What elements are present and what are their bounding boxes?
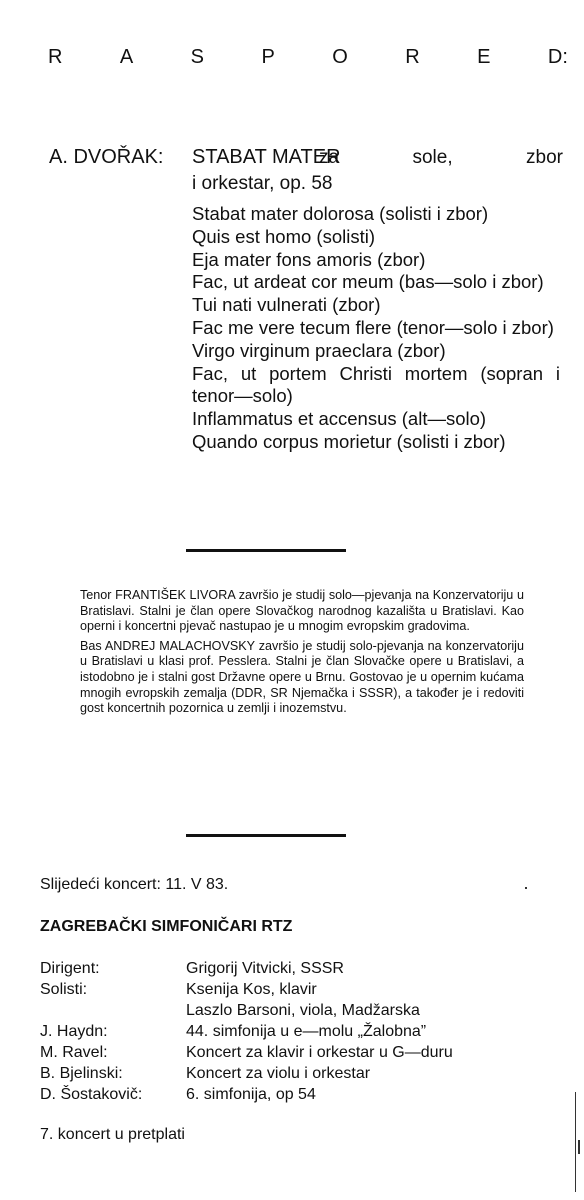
heading-letter: R xyxy=(48,46,63,68)
work-subtitle: za sole, zbor xyxy=(319,147,563,168)
divider xyxy=(186,549,346,552)
roster-row xyxy=(40,958,560,979)
heading-letter: P xyxy=(261,46,275,68)
biography-tenor: Tenor FRANTIŠEK LIVORA završio je studij solo—pjevanja na Konzervatoriju u Bratislavi. Stalni je član opere Slovačkog narodnog kazališta u Bratislavi. Kao operni i koncertni pjevač nastupao je u mnogim evropskim gradovima. xyxy=(80,588,524,634)
movement-item: Virgo virginum praeclara (zbor) xyxy=(192,339,446,361)
roster-role: B. Bjelinski: xyxy=(40,1065,123,1082)
next-concert-roster xyxy=(40,958,560,1105)
scan-mark xyxy=(578,1140,580,1154)
movement-item: Stabat mater dolorosa (solisti i zbor) xyxy=(192,203,489,224)
roster-value: Ksenija Kos, klavir xyxy=(186,981,317,998)
roster-value: Laszlo Barsoni, viola, Madžarska xyxy=(186,1002,420,1019)
roster-role: Dirigent: xyxy=(40,960,100,977)
movement-list xyxy=(192,203,560,454)
roster-row xyxy=(40,1000,560,1021)
movement-item: Fac, ut portem Christi mortem (sopran i tenor—solo) xyxy=(192,362,560,407)
roster-value: Koncert za violu i orkestar xyxy=(186,1065,371,1082)
heading-letter: O xyxy=(332,46,348,68)
movement-item: Quando corpus morietur (solisti i zbor) xyxy=(192,430,506,452)
roster-value: 44. simfonija u e—molu „Žalobna” xyxy=(186,1023,427,1040)
heading-letter: D: xyxy=(547,46,568,68)
biography-bass: Bas ANDREJ MALACHOVSKY završio je studij solo-pjevanja na konzervatoriju u Bratislavi u klasi prof. Pesslera. Stalni je član Slovačke opere u Bratislavi, a istodobno je i stalni gost Državne opere u Brnu. Gostovao je u opernim kućama mnogih evropskih zemalja (DDR, SR Njemačka i SSSR), a također je i redoviti gost koncertnih pozornica u zemlji i inozemstvu. xyxy=(80,638,524,716)
next-concert-ensemble: ZAGREBAČKI SIMFONIČARI RTZ xyxy=(40,918,293,935)
page-heading xyxy=(48,46,568,72)
movement-item: Inflammatus et accensus (alt—solo) xyxy=(192,408,487,430)
heading-letter: A xyxy=(119,46,134,68)
roster-role: D. Šostakovič: xyxy=(40,1086,143,1103)
movement-item: Fac, ut ardeat cor meum (bas—solo i zbor) xyxy=(192,271,544,293)
roster-row xyxy=(40,1021,560,1042)
roster-role xyxy=(40,1000,186,1021)
work-title: STABAT MATER xyxy=(192,146,341,168)
subscription-note: 7. koncert u pretplati xyxy=(40,1126,185,1143)
movement-item: Eja mater fons amoris (zbor) xyxy=(192,248,426,270)
heading-letter: R xyxy=(405,46,420,68)
divider xyxy=(186,834,346,837)
scan-mark xyxy=(575,1092,576,1192)
heading-letter: S xyxy=(190,46,205,68)
roster-row xyxy=(40,1042,560,1063)
movement-item: Tui nati vulnerati (zbor) xyxy=(192,294,381,316)
roster-value: Grigorij Vitvicki, SSSR xyxy=(186,960,344,977)
heading-letter: E xyxy=(477,46,491,68)
roster-row xyxy=(40,1063,560,1084)
roster-value: 6. simfonija, op 54 xyxy=(186,1086,316,1103)
roster-row xyxy=(40,1084,560,1105)
roster-role: J. Haydn: xyxy=(40,1023,108,1040)
roster-role: Solisti: xyxy=(40,981,88,998)
soloist-biographies xyxy=(80,588,524,717)
scan-mark xyxy=(525,887,527,889)
movement-item: Quis est homo (solisti) xyxy=(192,225,375,247)
movement-item: Fac me vere tecum flere (tenor—solo i zbor) xyxy=(192,316,554,338)
work-subtitle-continued: i orkestar, op. 58 xyxy=(192,173,333,194)
composer-name: A. DVOŘAK: xyxy=(49,146,164,168)
roster-value: Koncert za klavir i orkestar u G—duru xyxy=(186,1044,453,1061)
roster-role: M. Ravel: xyxy=(40,1044,108,1061)
next-concert-date: Slijedeći koncert: 11. V 83. xyxy=(40,876,229,893)
roster-row xyxy=(40,979,560,1000)
